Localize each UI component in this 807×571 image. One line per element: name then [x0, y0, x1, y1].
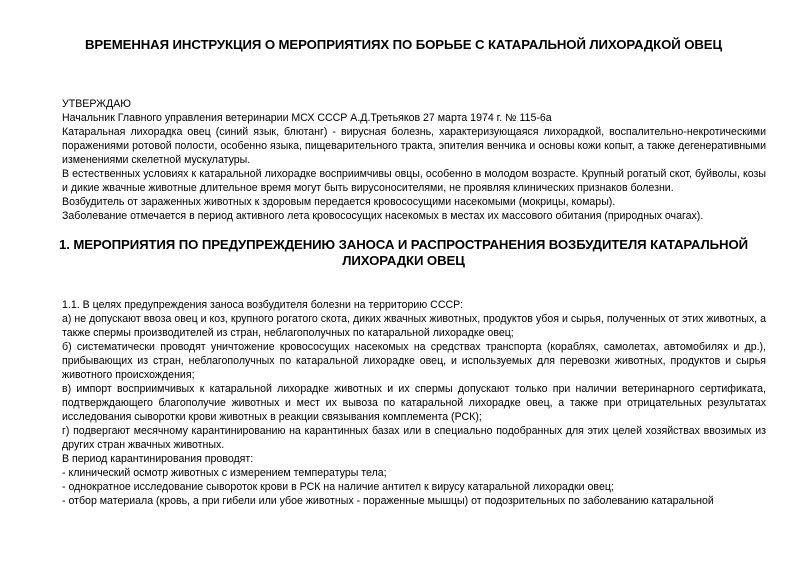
intro-paragraph: Заболевание отмечается в период активного лета кровососущих насекомых в местах их массового обитания (природных очагах).	[62, 210, 704, 222]
intro-paragraph: Возбудитель от зараженных животных к здоровым передается кровососущими насекомыми (мокрицы, комары).	[62, 196, 616, 208]
intro-paragraph: В естественных условиях к катаральной лихорадке восприимчивы овцы, особенно в молодом возрасте. Крупный рогатый скот, буйволы, козы и дикие жвачные животные длительное время могут быть вирусоносителями, не проявляя клинических признаков болезни.	[62, 168, 766, 194]
approval-signatory: Начальник Главного управления ветеринарии МСХ СССР А.Д.Третьяков 27 марта 1974 г. № 115-6а	[62, 112, 552, 124]
section-paragraph: г) подвергают месячному карантинированию на карантинных базах или в специально подобранных для этих целей хозяйствах ввозимых из других стран жвачных животных.	[62, 425, 766, 451]
section-heading	[40, 237, 767, 269]
document-title: ВРЕМЕННАЯ ИНСТРУКЦИЯ О МЕРОПРИЯТИЯХ ПО БОРЬБЕ С КАТАРАЛЬНОЙ ЛИХОРАДКОЙ ОВЕЦ	[84, 37, 723, 52]
approval-block	[62, 97, 766, 223]
section-body	[62, 298, 766, 508]
section-paragraph: В период карантинирования проводят:	[62, 453, 254, 465]
list-item: - клинический осмотр животных с измерением температуры тела;	[62, 467, 387, 479]
intro-paragraph: Катаральная лихорадка овец (синий язык, блютанг) - вирусная болезнь, характеризующаяся лихорадкой, воспалительно-некротическими поражениями ротовой полости, особенно языка, пищеварительного тракта, эпителия венчика и основы кожи копыт, а также дегенеративными изменениями скелетной мускулатуры.	[62, 126, 766, 166]
section-paragraph: а) не допускают ввоза овец и коз, крупного рогатого скота, диких жвачных животных, продуктов убоя и сырья, полученных от этих животных, а также спермы производителей из стран, неблагополучных по катаральной лихорадке овец;	[62, 313, 766, 339]
section-paragraph: в) импорт восприимчивых к катаральной лихорадке животных и их спермы допускают только при наличии ветеринарного сертификата, подтверждающего благополучие животных и мест их вывоза по катаральной лихорадке овец, а также при отрицательных результатах исследования сыворотки крови животных в реакции связывания комплемента (РСК);	[62, 383, 766, 423]
approval-label: УТВЕРЖДАЮ	[62, 98, 132, 110]
section-paragraph: 1.1. В целях предупреждения заноса возбудителя болезни на территорию СССР:	[62, 299, 463, 311]
section-title-line: 1. МЕРОПРИЯТИЯ ПО ПРЕДУПРЕЖДЕНИЮ ЗАНОСА И РАСПРОСТРАНЕНИЯ ВОЗБУДИТЕЛЯ КАТАРАЛЬНОЙ	[59, 237, 748, 252]
section-paragraph: б) систематически проводят уничтожение кровососущих насекомых на средствах транспорта (кораблях, самолетах, автомобилях и др.), прибывающих из стран, неблагополучных по катаральной лихорадке овец, и используемых для перевозки животных, продуктов и сырья животного происхождения;	[62, 341, 766, 381]
section-title-line: ЛИХОРАДКИ ОВЕЦ	[342, 253, 465, 268]
list-item: - однократное исследование сывороток крови в РСК на наличие антител к вирусу катаральной лихорадки овец;	[62, 481, 614, 493]
list-item: - отбор материала (кровь, а при гибели или убое животных - пораженные мышцы) от подозрительных по заболеванию катаральной	[62, 495, 714, 507]
